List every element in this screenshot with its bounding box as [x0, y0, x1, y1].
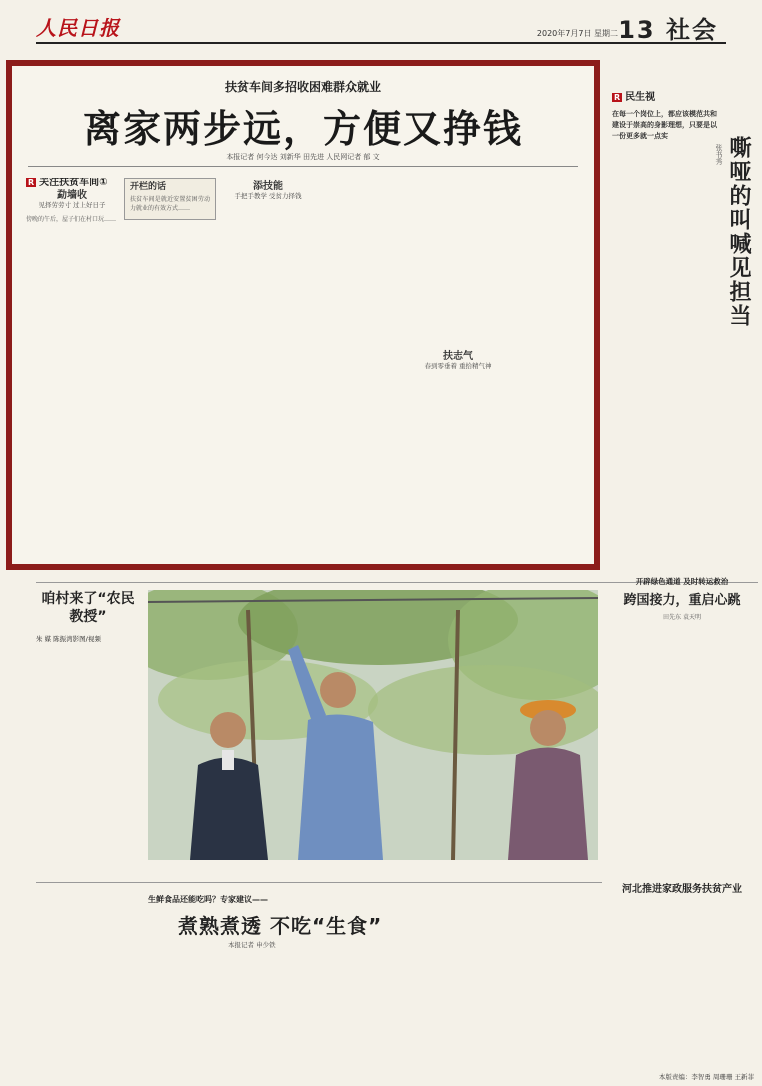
- commentary-author: 张书秀: [715, 144, 723, 165]
- newspaper-logo: 人民日报: [36, 16, 120, 40]
- column-5-subhead: 扶志气: [443, 351, 473, 362]
- page-number: [618, 10, 718, 45]
- article-column-6: [504, 178, 588, 558]
- hebei-housekeeping-article: [606, 880, 758, 1070]
- hebei-title: 河北推进家政服务扶贫产业: [622, 884, 742, 895]
- article-column-2: [124, 178, 216, 558]
- column-tag-label: 关注扶贫车间①: [39, 178, 108, 188]
- article-column-5: [418, 178, 498, 558]
- column-3-subhead-small: 手把手教学 受贫力择钱: [234, 192, 302, 201]
- column-1-subhead-small: 见择劳劳寸 过上好日子: [38, 201, 106, 210]
- bottom-left-article: [36, 890, 140, 1070]
- orchard-photo-illustration: [148, 590, 598, 860]
- article-column-3: [222, 178, 314, 558]
- food-kicker: 生鲜食品还能吃吗？专家建议——: [148, 895, 268, 904]
- feature-headline: 离家两步远，方便又挣钱: [82, 107, 523, 151]
- farmer-professor-credit: 朱 媒 陈振湾影图/视频: [36, 635, 101, 643]
- column-3-subhead: 添技能: [253, 181, 283, 192]
- spacer: [418, 178, 498, 348]
- food-safety-article: [148, 890, 598, 1070]
- orchard-photo: [148, 590, 598, 860]
- column-5-subhead-small: 春到零垂着 重拾精气神: [424, 362, 492, 371]
- editor-note-title: 开栏的话: [130, 182, 167, 192]
- commentary-column: [612, 88, 758, 568]
- column-1-text: 傍晚的午后，屋子们在村口玩……: [26, 215, 117, 223]
- column-1-subhead: 勐墙收: [57, 190, 87, 202]
- rescue-kicker: 开辟绿色通道 及时转运救治: [635, 577, 729, 586]
- commentary-lead: 在每一个岗位上，都应该模范共和建设于崇高的身影理想，只要是以一份更多就一点实: [612, 110, 717, 140]
- feature-kicker: 扶贫车间多招收困难群众就业: [224, 80, 381, 94]
- commentary-tag-box: R: [614, 93, 621, 102]
- cross-border-rescue-article: [606, 576, 758, 876]
- editor-note-box: [124, 178, 216, 220]
- page-number-value: 13: [618, 16, 656, 44]
- page-editors: 本版责编：李智勇 周珊珊 王新菲: [658, 1073, 754, 1081]
- section-divider-bottom: [36, 882, 602, 883]
- food-byline: 本报记者 申少铁: [228, 941, 276, 949]
- issue-date: 2020年7月7日 星期二: [536, 29, 618, 38]
- column-tag-box: R: [28, 178, 35, 187]
- commentary-tag-label: 民生视: [625, 92, 656, 103]
- column-tag: [26, 178, 118, 187]
- feature-article-frame: [6, 60, 600, 570]
- article-column-4: [320, 178, 412, 558]
- commentary-title: 嘶哑的叫喊见担当: [726, 136, 751, 328]
- farmer-professor-article: [36, 590, 140, 860]
- food-title: 煮熟煮透 不吃“生食”: [178, 914, 383, 938]
- divider: [28, 166, 578, 167]
- rescue-byline: 田先东 袁天明: [663, 614, 701, 621]
- editor-note-text: 扶贫车间是就近安置贫困劳动力就业的有效方式……: [130, 196, 210, 213]
- commentary-tag: [612, 88, 758, 103]
- article-column-1: [26, 178, 118, 558]
- section-name: 社会: [666, 16, 718, 44]
- farmer-professor-title: 咱村来了“农民教授”: [41, 591, 135, 625]
- feature-byline: 本报记者 何今达 刘新华 田先进 人民网记者 郁 文: [226, 153, 380, 161]
- masthead: [36, 8, 726, 44]
- rescue-title: 跨国接力，重启心跳: [623, 593, 741, 608]
